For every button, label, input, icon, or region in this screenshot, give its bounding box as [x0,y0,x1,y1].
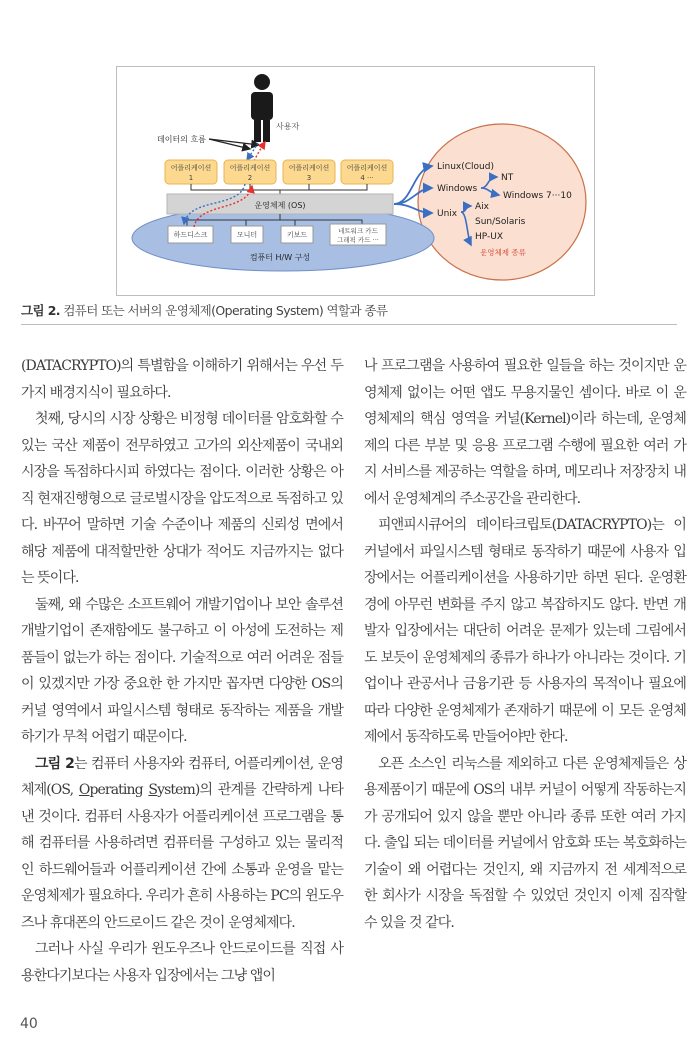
paragraph: 피앤피시큐어의 데이타크립토(DATACRYPTO)는 이 커널에서 파일시스템 형태로 동작하기 때문에 사용자 입장에서는 어플리케이션을 사용하기만 하면 된다. 운영환경에 아무런 변화를 주지 않고 복잡하지도 않다. 반면 개발자 입장에서는 대단히 어려운 문제가 있는데 그림에서도 보듯이 운영체제의 종류가 하나가 아니라는 것이다. 기업이나 관공서나 금융기관 등 사용자의 목적이나 필요에 따라 다양한 운영체제가 존재하기 때문에 이 모든 운영체제에서 동작하도록 만들어야만 한다. [364,517,686,745]
data-flow-pointer [209,139,259,145]
os-types-label: 운영체제 종류 [480,248,526,257]
caption-divider [21,324,677,325]
right-column [364,353,686,936]
os-linux: Linux(Cloud) [437,162,494,172]
svg-text:어플리케이션: 어플리케이션 [229,164,271,172]
os-windows: Windows [437,184,478,194]
os-aix: Aix [475,202,489,212]
svg-text:그래픽 카드 ···: 그래픽 카드 ··· [337,236,379,244]
data-flow-label: 데이터의 흐름 [157,135,206,144]
app-box-2 [224,160,276,184]
svg-text:키보드: 키보드 [286,231,308,239]
paragraph: 둘째, 왜 수많은 소프트웨어 개발기업이나 보안 솔루션 개발기업이 존재함에도 불구하고 이 아성에 도전하는 제품들이 없는가 하는 점이다. 기술적으로 여러 어려운 점들이 있겠지만 가장 중요한 한 가지만 꼽자면 다양한 OS의 커널 영역에서 파일시스템 형태로 동작하는 제품을 개발하기가 무척 어렵기 때문이다. [21,596,343,745]
figure-caption [21,301,387,319]
paragraph: (DATACRYPTO)의 특별함을 이해하기 위해서는 우선 두 가지 배경지식이 필요하다. [21,358,343,401]
app-box-1 [165,160,217,184]
os-nt: NT [501,173,514,183]
user-label: 사용자 [276,122,300,131]
left-column [21,353,343,989]
caption-text: 컴퓨터 또는 서버의 운영체제(Operating System) 역할과 종류 [59,303,388,318]
os-diagram [117,67,594,295]
os-hp-ux: HP-UX [475,232,503,242]
user-icon [251,74,273,142]
svg-text:4 ···: 4 ··· [360,174,374,182]
svg-text:하드디스크: 하드디스크 [173,231,208,239]
hw-box-keyboard [281,226,313,243]
os-bar [167,194,393,214]
svg-text:2: 2 [247,174,253,182]
os-sun-solaris: Sun/Solaris [475,217,526,227]
hw-box-monitor [231,226,263,243]
hw-box-harddisk [168,226,213,243]
figure-frame [116,66,595,296]
os-windows-versions: Windows 7···10 [503,191,572,201]
paragraph: 그림 2는 컴퓨터 사용자와 컴퓨터, 어플리케이션, 운영체제(OS, Operating System)의 관계를 간략하게 나타낸 것이다. 컴퓨터 사용자가 어플리케이션 프로그램을 통해 컴퓨터를 사용하려면 컴퓨터를 구성하고 있는 물리적인 하드웨어들과 어플리케이션 간에 소통과 운영을 맡는 운영체제가 필요하다. 우리가 흔히 사용하는 PC의 윈도우즈나 휴대폰의 안드로이드 같은 것이 운영체제다. [21,755,344,931]
svg-text:네트워크 카드: 네트워크 카드 [338,227,378,235]
paragraph: 그러나 사실 우리가 윈도우즈나 안드로이드를 직접 사용한다기보다는 사용자 입장에서는 그냥 앱이 [21,941,343,984]
svg-text:모니터: 모니터 [236,231,258,239]
svg-text:어플리케이션: 어플리케이션 [346,164,388,172]
hw-box-network-graphic [330,224,386,245]
paragraph: 첫째, 당시의 시장 상황은 비정형 데이터를 암호화할 수 있는 국산 제품이 전무하였고 고가의 외산제품이 국내외 시장을 독점하다시피 하였다는 점이다. 이러한 상황은 아직 현재진행형으로 글로벌시장을 압도적으로 독점하고 있다. 바꾸어 말하면 기술 수준이나 제품의 신뢰성 면에서 해당 제품에 대적할만한 상대가 적어도 지금까지는 없다는 뜻이다. [21,411,343,586]
paragraph: 오픈 소스인 리눅스를 제외하고 다른 운영체제들은 상용제품이기 때문에 OS의 내부 커널이 어떻게 작동하는지가 공개되어 있지 않을 뿐만 아니라 종류 또한 여러 가지다. 출입 되는 데이터를 커널에서 암호화 또는 복호화하는 기술이 왜 어렵다는 것인지, 왜 지금까지 전 세계적으로 한 회사가 시장을 독점할 수 있었던 것인지 이제 짐작할 수 있을 것 같다. [364,755,686,931]
os-unix: Unix [437,209,458,219]
figure-reference: 그림 2 [35,755,74,772]
page-number: 40 [20,1016,38,1032]
app-box-4 [341,160,393,184]
app-box-3 [283,160,335,184]
paragraph: 나 프로그램을 사용하여 필요한 일들을 하는 것이지만 운영체제 없이는 어떤 앱도 무용지물인 셈이다. 바로 이 운영체제의 핵심 영역을 커널(Kernel)이라 하는데, 운영체제의 다른 부분 및 응용 프로그램 수행에 필요한 여러 가지 서비스를 제공하는 역할을 하며, 메모리나 저장장치 내에서 운영체계의 주소공간을 관리한다. [364,358,686,507]
svg-text:어플리케이션: 어플리케이션 [170,164,212,172]
hw-label: 컴퓨터 H/W 구성 [249,253,311,262]
svg-text:1: 1 [188,174,194,182]
svg-text:어플리케이션: 어플리케이션 [288,164,330,172]
svg-text:운영체제 (OS): 운영체제 (OS) [254,201,306,210]
caption-label: 그림 2. [21,303,60,318]
data-flow-pointer [209,139,250,149]
svg-text:3: 3 [306,174,312,182]
app-connectors [191,184,367,194]
